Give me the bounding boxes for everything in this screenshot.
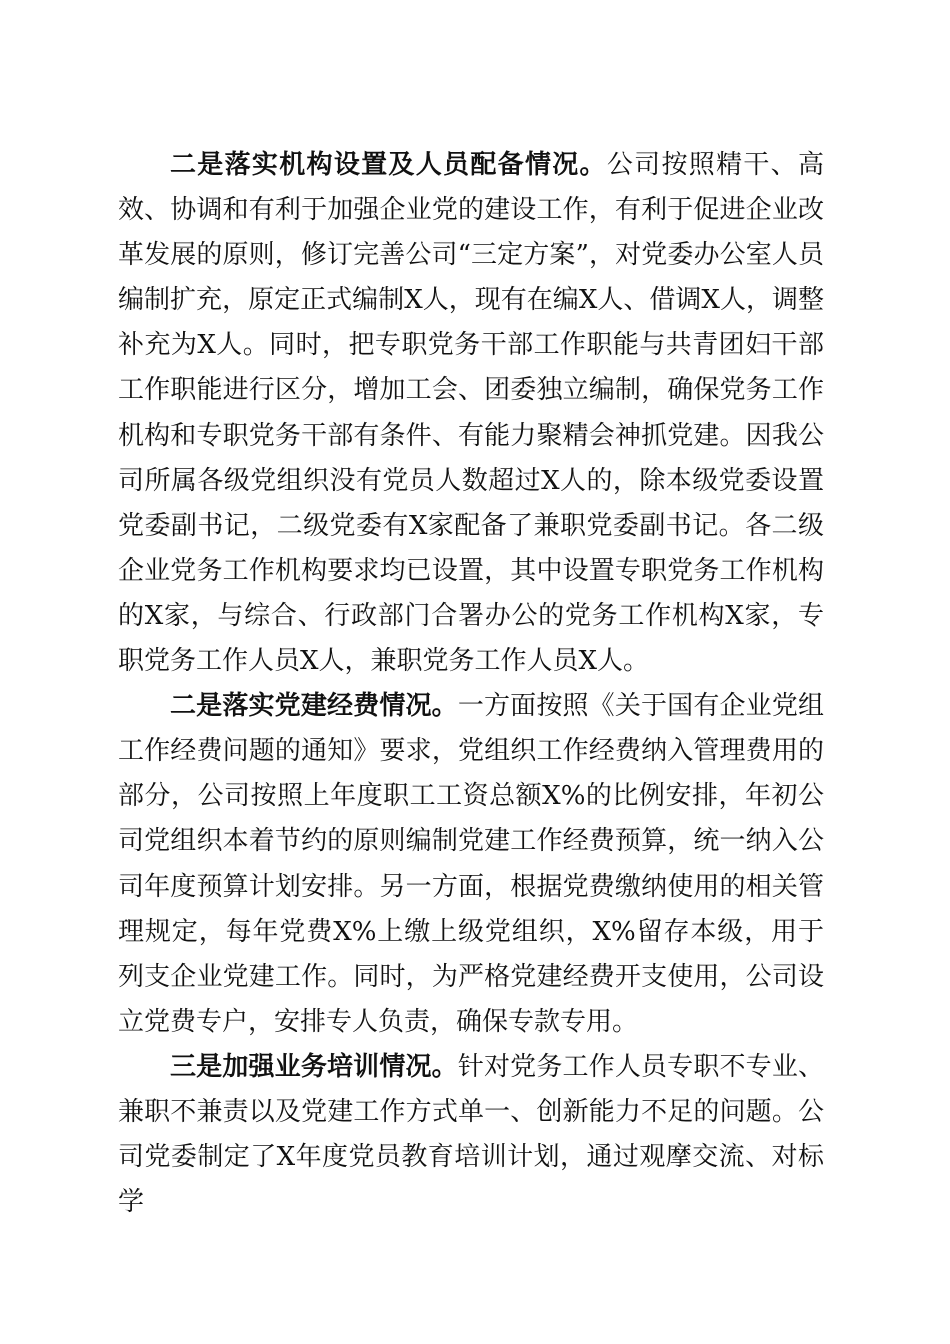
paragraph-body: 针对党务工作人员专职不专业、兼职不兼责以及党建工作方式单一、创新能力不足的问题。公司党委制定了X年度党员教育培训计划，通过观摩交流、对标学: [118, 1051, 824, 1218]
paragraph-heading: 二是落实机构设置及人员配备情况。: [170, 150, 607, 180]
paragraph-heading: 二是落实党建经费情况。: [170, 691, 458, 722]
paragraph-staffing: [118, 143, 824, 684]
document-page: [118, 143, 824, 1225]
paragraph-body: 一方面按照《关于国有企业党组工作经费问题的通知》要求，党组织工作经费纳入管理费用的部分，公司按照上年度职工工资总额X%的比例安排，年初公司党组织本着节约的原则编制党建工作经费预算，统一纳入公司年度预算计划安排。另一方面，根据党费缴纳使用的相关管理规定，每年党费X%上缴上级党组织，X%留存本级，用于列支企业党建工作。同时，为严格党建经费开支使用，公司设立党费专户，安排专人负责，确保专款专用。: [118, 691, 824, 1037]
paragraph-heading: 三是加强业务培训情况。: [170, 1051, 458, 1082]
paragraph-training: [118, 1045, 824, 1225]
paragraph-body: 公司按照精干、高效、协调和有利于加强企业党的建设工作，有利于促进企业改革发展的原则，修订完善公司“三定方案”，对党委办公室人员编制扩充，原定正式编制X人，现有在编X人、借调X人，调整补充为X人。同时，把专职党务干部工作职能与共青团妇干部工作职能进行区分，增加工会、团委独立编制，确保党务工作机构和专职党务干部有条件、有能力聚精会神抓党建。因我公司所属各级党组织没有党员人数超过X人的，除本级党委设置党委副书记，二级党委有X家配备了兼职党委副书记。各二级企业党务工作机构要求均已设置，其中设置专职党务工作机构的X家，与综合、行政部门合署办公的党务工作机构X家，专职党务工作人员X人，兼职党务工作人员X人。: [118, 150, 824, 677]
paragraph-funding: [118, 684, 824, 1045]
